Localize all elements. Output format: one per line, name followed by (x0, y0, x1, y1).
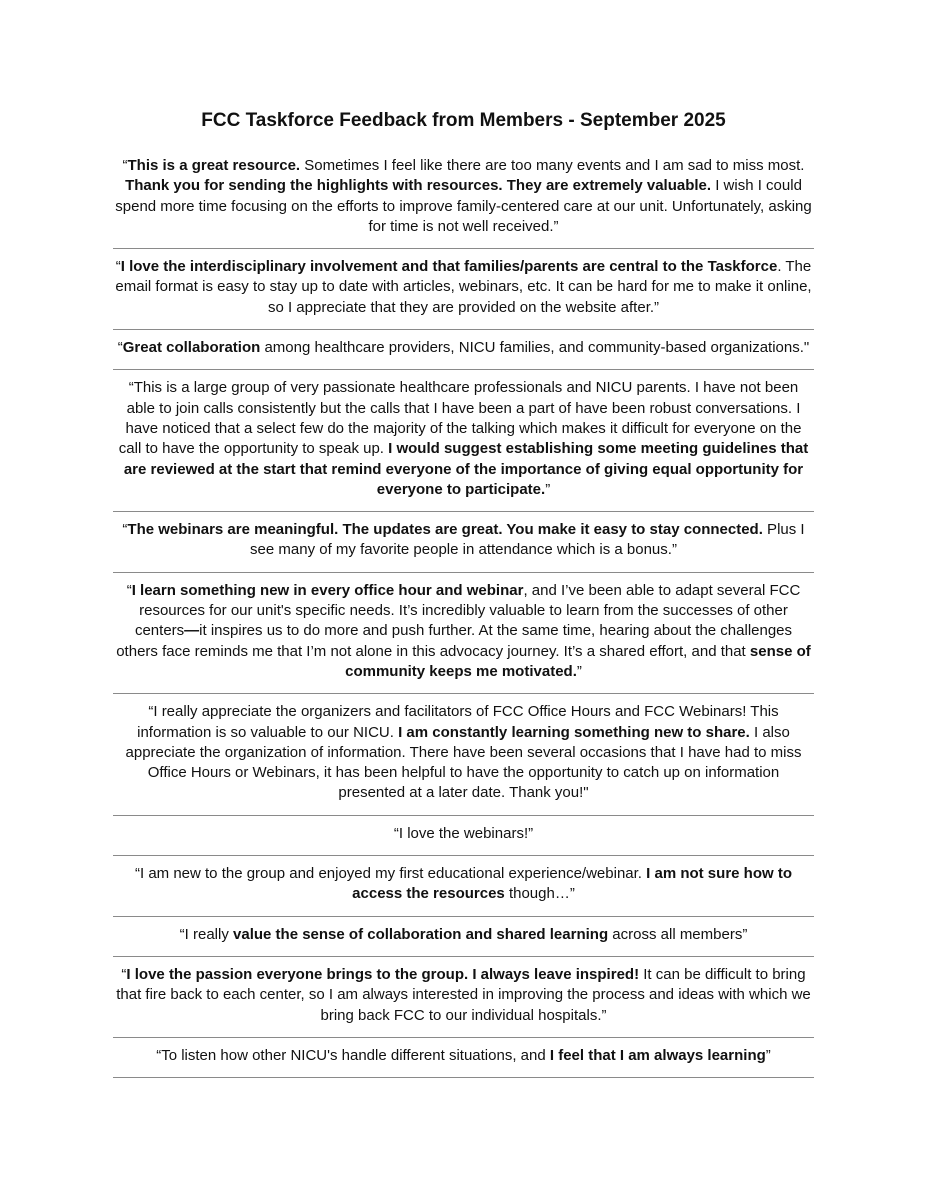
quote-text: “I love the interdisciplinary involvement and that families/parents are central to the Taskforce. The email format is easy to stay up to date with articles, webinars, etc. It can be hard for me to make it online, so I appreciate that they are provided on the website after.” (115, 258, 812, 316)
feedback-quote (113, 378, 814, 512)
feedback-list (113, 156, 814, 1086)
quote-text: “Great collaboration among healthcare providers, NICU families, and community-based organizations." (117, 339, 810, 357)
feedback-quote (113, 824, 814, 856)
divider (113, 572, 814, 573)
quote-text: “This is a large group of very passionate healthcare professionals and NICU parents. I have not been able to join calls consistently but the calls that I have been a part of have been robust conversations. I have noticed that a select few do the majority of the talking which makes it difficult for everyone on the call to have the opportunity to speak up. I would suggest establishing some meeting guidelines that are reviewed at the start that remind everyone of the importance of giving equal opportunity for everyone to participate.” (118, 379, 809, 498)
divider (113, 916, 814, 917)
divider (113, 248, 814, 249)
feedback-quote (113, 925, 814, 957)
feedback-quote (113, 702, 814, 815)
divider (113, 956, 814, 957)
feedback-quote (113, 338, 814, 370)
divider (113, 693, 814, 694)
divider (113, 855, 814, 856)
quote-text: “I really value the sense of collaboration and shared learning across all members” (179, 925, 748, 943)
feedback-quote (113, 581, 814, 694)
divider (113, 1037, 814, 1038)
feedback-quote (113, 1046, 814, 1078)
feedback-quote (113, 156, 814, 249)
quote-text: “This is a great resource. Sometimes I feel like there are too many events and I am sad to miss most. Thank you for sending the highlights with resources. They are extremely valuable. I wish I could spend more time focusing on the efforts to improve family-centered care at our unit. Unfortunately, asking for time is not well received.” (115, 157, 812, 235)
divider (113, 1077, 814, 1078)
feedback-quote (113, 520, 814, 573)
divider (113, 329, 814, 330)
feedback-quote (113, 257, 814, 330)
quote-text: “I learn something new in every office hour and webinar, and I’ve been able to adapt several FCC resources for our unit's specific needs. It’s incredibly valuable to learn from the successes of other centers—it inspires us to do more and push further. At the same time, hearing about the challenges others face reminds me that I’m not alone in this advocacy journey. It’s a shared effort, and that sense of community keeps me motivated.” (116, 581, 811, 680)
quote-text: “To listen how other NICU's handle different situations, and I feel that I am always learning” (156, 1046, 771, 1064)
quote-text: “I really appreciate the organizers and facilitators of FCC Office Hours and FCC Webinars! This information is so valuable to our NICU. I am constantly learning something new to share. I also appreciate the organization of information. There have been several occasions that I have had to miss Office Hours or Webinars, it has been helpful to have the opportunity to catch up on information presented at a later date. Thank you!" (125, 703, 802, 802)
divider (113, 511, 814, 512)
quote-text: “I am new to the group and enjoyed my first educational experience/webinar. I am not sure how to access the resources though…” (135, 865, 792, 903)
quote-text: “I love the webinars!” (393, 824, 534, 842)
quote-text: “I love the passion everyone brings to the group. I always leave inspired! It can be difficult to bring that fire back to each center, so I am always interested in improving the process and ideas with which we bring back FCC to our individual hospitals.” (116, 965, 811, 1024)
feedback-quote (113, 965, 814, 1038)
page-title: FCC Taskforce Feedback from Members - September 2025 (201, 110, 726, 131)
divider (113, 369, 814, 370)
quote-text: “The webinars are meaningful. The updates are great. You make it easy to stay connected. Plus I see many of my favorite people in attendance which is a bonus.” (122, 521, 805, 559)
divider (113, 815, 814, 816)
feedback-quote (113, 864, 814, 917)
